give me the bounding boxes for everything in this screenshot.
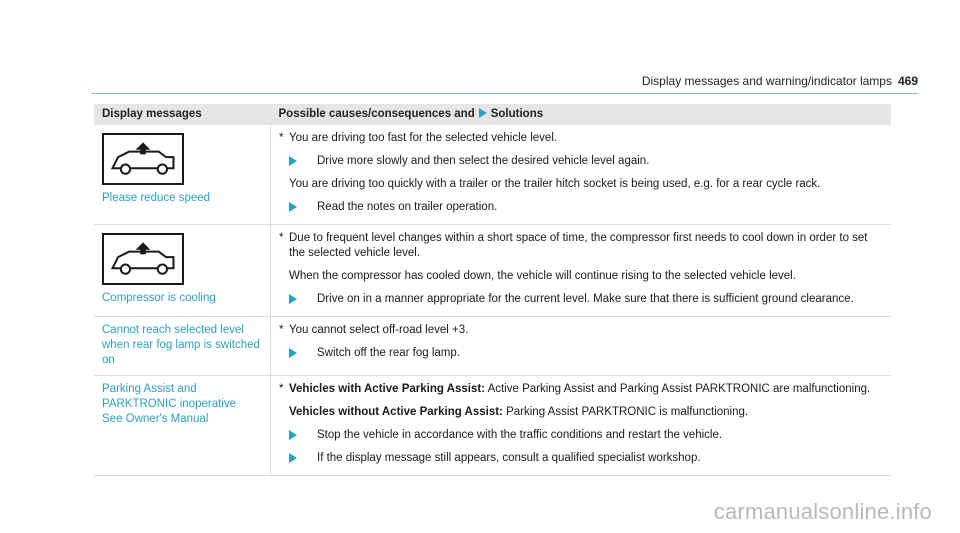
- table-header-row: [94, 104, 891, 125]
- vehicle-level-icon: [102, 233, 184, 285]
- message-text-line3: See Owner's Manual: [102, 413, 209, 425]
- cause-line: [279, 131, 883, 146]
- cause-text: You cannot select off-road level +3.: [289, 324, 469, 336]
- cause-text: Due to frequent level changes within a short space of time, the compressor first needs to cool down in order to set the selected vehicle level.: [289, 232, 868, 259]
- col-header-messages: Display messages: [94, 104, 271, 125]
- action-line: [289, 200, 883, 215]
- col-header-solutions-label: Solutions: [490, 108, 544, 120]
- cause-label: Vehicles with Active Parking Assist:: [289, 383, 485, 395]
- arrow-icon: [289, 430, 305, 440]
- arrow-icon: [289, 202, 305, 212]
- cause-line: [279, 382, 883, 397]
- star-marker: *: [279, 324, 284, 336]
- cause-text: You are driving too fast for the selected vehicle level.: [289, 132, 558, 144]
- col-header-causes: Possible causes/consequences and: [278, 108, 475, 120]
- watermark: carmanualsonline.info: [713, 499, 932, 524]
- action-line: [289, 428, 883, 443]
- cause-text: Active Parking Assist and Parking Assist PARKTRONIC are malfunctioning.: [487, 383, 871, 395]
- solution-cell: [271, 317, 892, 376]
- message-text: Compressor is cooling: [102, 292, 216, 304]
- message-cell: [94, 225, 271, 317]
- arrow-icon: [289, 348, 305, 358]
- star-marker: *: [279, 232, 284, 244]
- cause-text: Parking Assist PARKTRONIC is malfunctioning.: [506, 406, 749, 418]
- solution-cell: [271, 125, 892, 225]
- star-marker: *: [279, 383, 284, 395]
- cause-line: [279, 177, 883, 192]
- vehicle-level-icon: [102, 133, 184, 185]
- message-cell: [94, 125, 271, 225]
- cause-text: You are driving too quickly with a trailer or the trailer hitch socket is being used, e.g. for a rear cycle rack.: [289, 178, 821, 190]
- cause-label: Vehicles without Active Parking Assist:: [289, 406, 503, 418]
- action-text: If the display message still appears, consult a qualified specialist workshop.: [317, 452, 701, 464]
- message-text-line2: PARKTRONIC inoperative: [102, 398, 236, 410]
- action-text: Drive more slowly and then select the desired vehicle level again.: [317, 155, 650, 167]
- message-text: Please reduce speed: [102, 192, 211, 204]
- solution-cell: [271, 376, 892, 476]
- cause-line: [279, 231, 883, 261]
- arrow-icon: [289, 294, 305, 304]
- table-row: [94, 317, 891, 376]
- page-header: [0, 0, 960, 95]
- action-text: Stop the vehicle in accordance with the traffic conditions and restart the vehicle.: [317, 429, 723, 441]
- cause-line: [279, 323, 883, 338]
- action-line: [289, 451, 883, 466]
- message-cell: [94, 317, 271, 376]
- header-title: Display messages and warning/indicator lamps: [641, 74, 892, 88]
- cause-line: [279, 405, 883, 420]
- cause-text: When the compressor has cooled down, the vehicle will continue rising to the selected vehicle level.: [289, 270, 796, 282]
- star-marker: *: [279, 132, 284, 144]
- action-text: Switch off the rear fog lamp.: [317, 347, 460, 359]
- arrow-icon: [289, 453, 305, 463]
- action-line: [289, 154, 883, 169]
- page-number: 469: [897, 74, 918, 88]
- action-line: [289, 292, 883, 307]
- running-header: [642, 74, 918, 88]
- table-row: [94, 225, 891, 317]
- message-cell: [94, 376, 271, 476]
- header-divider: [92, 93, 918, 94]
- arrow-icon: [479, 108, 487, 118]
- action-text: Drive on in a manner appropriate for the current level. Make sure that there is sufficient ground clearance.: [317, 293, 854, 305]
- display-messages-table: [94, 104, 891, 476]
- action-line: [289, 346, 883, 361]
- table-row: [94, 376, 891, 476]
- message-text: Cannot reach selected level when rear fog lamp is switched on: [102, 324, 260, 366]
- message-text-line1: Parking Assist and: [102, 383, 197, 395]
- cause-line: [279, 269, 883, 284]
- action-text: Read the notes on trailer operation.: [317, 201, 498, 213]
- table-row: [94, 125, 891, 225]
- col-header-solutions: [271, 104, 892, 125]
- solution-cell: [271, 225, 892, 317]
- arrow-icon: [289, 156, 305, 166]
